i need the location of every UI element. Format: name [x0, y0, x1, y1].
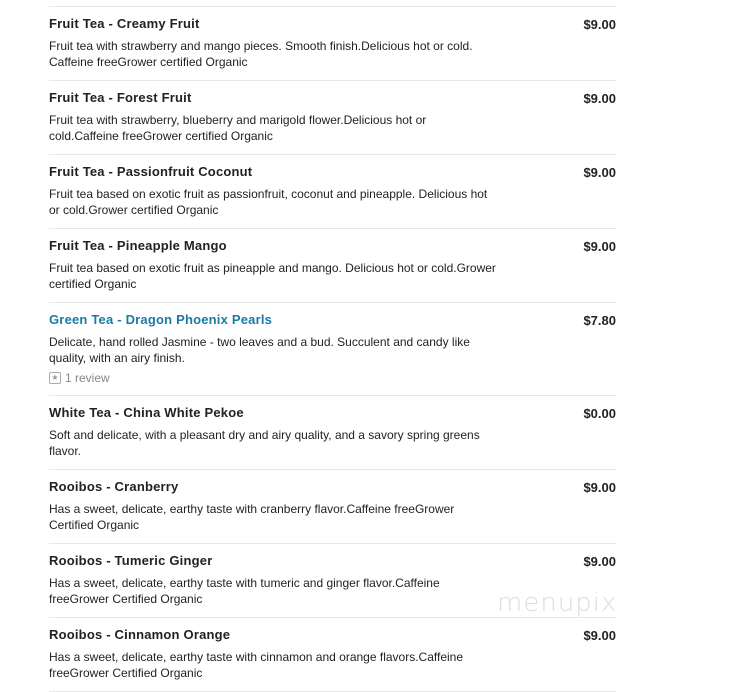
menu-item: [49, 229, 616, 303]
item-name: Rooibos - Cranberry: [49, 479, 179, 494]
item-name: White Tea - China White Pekoe: [49, 405, 244, 420]
item-price: $9.00: [583, 480, 616, 495]
menu-item: [49, 7, 616, 81]
item-description: Has a sweet, delicate, earthy taste with tumeric and ginger flavor.Caffeine freeGrower Certified Organic: [49, 576, 440, 606]
item-description: Has a sweet, delicate, earthy taste with cranberry flavor.Caffeine freeGrower Certified Organic: [49, 502, 455, 532]
item-price: $9.00: [583, 628, 616, 643]
item-description: Fruit tea with strawberry and mango pieces. Smooth finish.Delicious hot or cold. Caffeine freeGrower certified Organic: [49, 39, 473, 69]
item-description: Fruit tea based on exotic fruit as passionfruit, coconut and pineapple. Delicious hot or cold.Grower certified Organic: [49, 187, 488, 217]
item-name: Fruit Tea - Pineapple Mango: [49, 238, 227, 253]
item-price: $9.00: [583, 91, 616, 106]
item-price: $9.00: [583, 239, 616, 254]
star-icon: ★: [49, 372, 61, 384]
review-count: 1 review: [65, 371, 110, 385]
menu-item: [49, 396, 616, 470]
review-link[interactable]: [49, 371, 616, 385]
item-name: Fruit Tea - Creamy Fruit: [49, 16, 200, 31]
item-description: Soft and delicate, with a pleasant dry and airy quality, and a savory spring greens flavor.: [49, 428, 480, 458]
item-name[interactable]: Green Tea - Dragon Phoenix Pearls: [49, 312, 273, 327]
item-price: $9.00: [583, 554, 616, 569]
item-description: Delicate, hand rolled Jasmine - two leaves and a bud. Succulent and candy like quality, with an airy finish.: [49, 335, 470, 365]
item-description: Fruit tea based on exotic fruit as pineapple and mango. Delicious hot or cold.Grower certified Organic: [49, 261, 496, 291]
item-price: $9.00: [583, 165, 616, 180]
menu-item: [49, 470, 616, 544]
menu-item: [49, 618, 616, 692]
item-name: Fruit Tea - Passionfruit Coconut: [49, 164, 253, 179]
item-description: Has a sweet, delicate, earthy taste with cinnamon and orange flavors.Caffeine freeGrower Certified Organic: [49, 650, 464, 680]
item-price: $9.00: [583, 17, 616, 32]
watermark-logo: menupix: [497, 588, 618, 618]
item-name: Fruit Tea - Forest Fruit: [49, 90, 192, 105]
item-price: $0.00: [583, 406, 616, 421]
item-price: $7.80: [583, 313, 616, 328]
item-name: Rooibos - Tumeric Ginger: [49, 553, 213, 568]
menu-item: [49, 303, 616, 396]
item-name: Rooibos - Cinnamon Orange: [49, 627, 231, 642]
menu-item: [49, 81, 616, 155]
menu-item: [49, 155, 616, 229]
item-description: Fruit tea with strawberry, blueberry and marigold flower.Delicious hot or cold.Caffeine freeGrower certified Organic: [49, 113, 427, 143]
